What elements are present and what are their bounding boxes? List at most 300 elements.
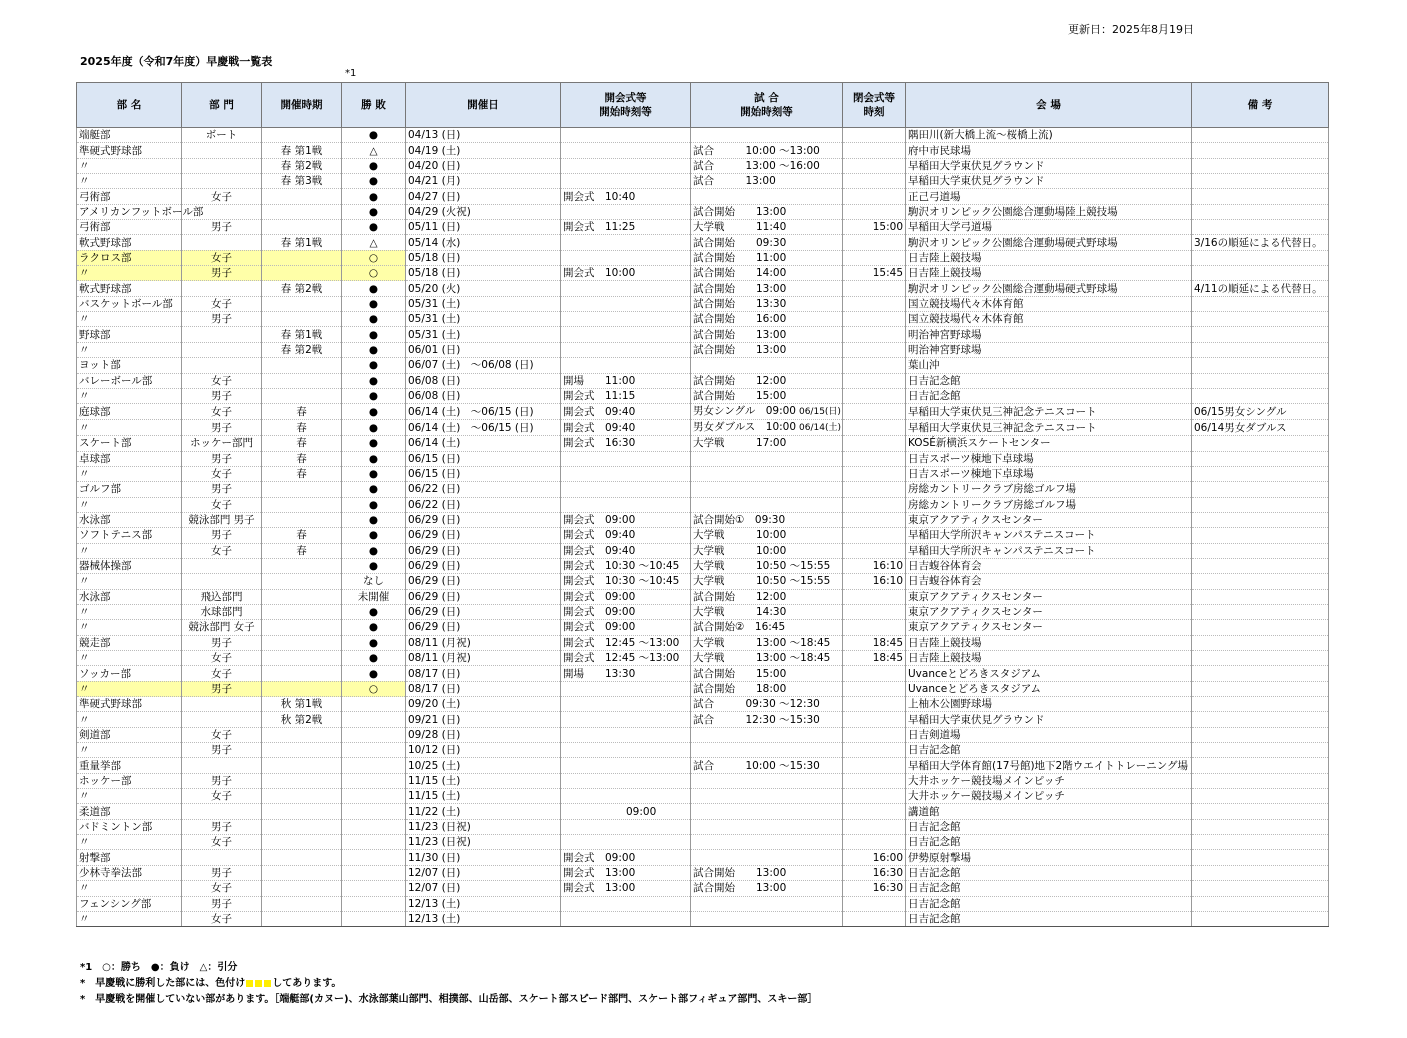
- result-text: ○: [368, 251, 379, 264]
- cell-division: [182, 404, 262, 420]
- cell-date: [406, 635, 561, 650]
- division-text: 男子: [211, 221, 232, 234]
- table-row: [77, 204, 1329, 219]
- date-text: 04/13 (日): [408, 129, 461, 142]
- venue-text: 日吉スポーツ棟地下卓球場: [908, 452, 1034, 465]
- cell-result: [342, 835, 406, 850]
- result-text: ●: [368, 606, 379, 619]
- schedule-body: [77, 128, 1329, 927]
- opening-text: 開会式 12:45 ～13:00: [563, 636, 680, 649]
- cell-season: [262, 158, 342, 173]
- opening-text: 開会式 10:30 ～10:45: [563, 575, 680, 588]
- date-text: 09/20 (土): [408, 698, 461, 711]
- cell-season: [262, 758, 342, 773]
- note-legend: *1 ○：勝ち ●：負け △：引分: [80, 962, 238, 973]
- cell-season: [262, 373, 342, 388]
- cell-match: [691, 388, 843, 403]
- match-text: 試合開始 12:00: [693, 590, 787, 603]
- date-text: 12/07 (日): [408, 866, 461, 879]
- cell-season: [262, 281, 342, 296]
- cell-closing: [843, 896, 906, 911]
- venue-text: 東京アクアティクスセンター: [908, 514, 1043, 527]
- table-row: [77, 589, 1329, 604]
- cell-match: [691, 743, 843, 758]
- table-row: [77, 512, 1329, 527]
- cell-result: [342, 128, 406, 143]
- cell-closing: [843, 266, 906, 281]
- cell-opening: [561, 620, 691, 635]
- venue-text: 日吉記念館: [908, 882, 961, 895]
- cell-season: [262, 451, 342, 466]
- cell-date: [406, 420, 561, 436]
- cell-season: [262, 712, 342, 727]
- season-text: 春 第1戦: [280, 328, 323, 341]
- closing-text: 15:45: [872, 267, 903, 280]
- cell-remarks: [1192, 635, 1329, 650]
- division-text: 女子: [211, 251, 232, 264]
- cell-remarks: [1192, 497, 1329, 512]
- cell-club: [77, 589, 182, 604]
- cell-match: [691, 789, 843, 804]
- cell-date: [406, 266, 561, 281]
- date-text: 06/29 (日): [408, 544, 461, 557]
- cell-result: [342, 358, 406, 373]
- cell-result: [342, 296, 406, 311]
- cell-match: [691, 497, 843, 512]
- header-club: 部 名: [77, 83, 182, 128]
- venue-text: 隅田川(新大橋上流～桜橋上流): [908, 129, 1053, 142]
- cell-opening: [561, 865, 691, 880]
- cell-season: [262, 482, 342, 497]
- venue-text: 日吉陸上競技場: [908, 636, 982, 649]
- cell-remarks: [1192, 512, 1329, 527]
- cell-result: [342, 712, 406, 727]
- table-row: [77, 250, 1329, 265]
- cell-closing: [843, 681, 906, 696]
- date-text: 04/20 (日): [408, 159, 461, 172]
- cell-venue: [906, 451, 1192, 466]
- cell-match: [691, 620, 843, 635]
- cell-season: [262, 497, 342, 512]
- cell-season: [262, 635, 342, 650]
- cell-venue: [906, 296, 1192, 311]
- club-text: バレーボール部: [79, 374, 153, 387]
- cell-venue: [906, 543, 1192, 558]
- match-text: 試合開始 14:00: [693, 267, 787, 280]
- cell-result: [342, 589, 406, 604]
- table-row: [77, 881, 1329, 896]
- cell-season: [262, 528, 342, 543]
- cell-date: [406, 373, 561, 388]
- venue-text: 早稲田大学東伏見グラウンド: [908, 159, 1045, 172]
- match-text: 大学戦 10:50 ～15:55: [693, 575, 831, 588]
- cell-opening: [561, 881, 691, 896]
- cell-date: [406, 620, 561, 635]
- cell-match: [691, 574, 843, 589]
- table-row: [77, 896, 1329, 911]
- cell-venue: [906, 482, 1192, 497]
- division-text: 男子: [211, 483, 232, 496]
- cell-season: [262, 220, 342, 235]
- cell-date: [406, 312, 561, 327]
- cell-closing: [843, 543, 906, 558]
- highlight-swatch-icon: [245, 978, 272, 989]
- cell-division: [182, 497, 262, 512]
- cell-season: [262, 666, 342, 681]
- cell-venue: [906, 666, 1192, 681]
- cell-season: [262, 436, 342, 451]
- cell-club: [77, 497, 182, 512]
- cell-result: [342, 404, 406, 420]
- note-missing: * 早慶戦を開催していない部があります。［端艇部(カヌー)、水泳部葉山部門、相撲部、山岳部、スケート部スピード部門、スケート部フィギュア部門、スキー部］: [80, 994, 818, 1005]
- cell-opening: [561, 358, 691, 373]
- cell-venue: [906, 235, 1192, 250]
- cell-result: [342, 850, 406, 865]
- result-text: ●: [368, 498, 379, 511]
- cell-opening: [561, 373, 691, 388]
- cell-closing: [843, 451, 906, 466]
- cell-club: [77, 620, 182, 635]
- division-text: 女子: [211, 498, 232, 511]
- cell-closing: [843, 373, 906, 388]
- cell-remarks: [1192, 819, 1329, 834]
- cell-opening: [561, 451, 691, 466]
- opening-text: 開会式 10:00: [563, 267, 636, 280]
- cell-date: [406, 497, 561, 512]
- cell-opening: [561, 896, 691, 911]
- cell-venue: [906, 281, 1192, 296]
- venue-text: 明治神宮野球場: [908, 343, 982, 356]
- cell-season: [262, 466, 342, 481]
- cell-match: [691, 312, 843, 327]
- header-row: [77, 83, 1329, 128]
- cell-remarks: [1192, 420, 1329, 436]
- cell-season: [262, 574, 342, 589]
- date-text: 08/11 (月祝): [408, 636, 471, 649]
- division-text: 男子: [211, 744, 232, 757]
- cell-opening: [561, 235, 691, 250]
- club-text: 〃: [79, 544, 90, 557]
- date-text: 06/29 (日): [408, 560, 461, 573]
- club-text: 少林寺拳法部: [79, 866, 142, 879]
- closing-text: 16:00: [872, 851, 903, 864]
- table-row: [77, 342, 1329, 357]
- venue-text: 房総カントリークラブ房総ゴルフ場: [908, 483, 1076, 496]
- date-text: 05/20 (火): [408, 282, 461, 295]
- cell-opening: [561, 835, 691, 850]
- cell-season: [262, 327, 342, 342]
- cell-match: [691, 881, 843, 896]
- cell-venue: [906, 189, 1192, 204]
- cell-division: [182, 342, 262, 357]
- cell-result: [342, 743, 406, 758]
- cell-season: [262, 865, 342, 880]
- club-text: 〃: [79, 498, 90, 511]
- cell-opening: [561, 220, 691, 235]
- result-text: ●: [368, 667, 379, 680]
- result-text: ●: [368, 159, 379, 172]
- page-title: 2025年度（令和7年度）早慶戦一覧表: [80, 55, 273, 68]
- table-row: [77, 420, 1329, 436]
- cell-closing: [843, 281, 906, 296]
- result-text: ●: [368, 221, 379, 234]
- division-text: 飛込部門: [200, 590, 243, 603]
- closing-text: 16:10: [872, 575, 903, 588]
- cell-result: [342, 174, 406, 189]
- cell-result: [342, 574, 406, 589]
- season-text: 春 第3戦: [280, 175, 323, 188]
- division-text: 女子: [211, 374, 232, 387]
- cell-club: [77, 819, 182, 834]
- cell-club: [77, 388, 182, 403]
- cell-venue: [906, 712, 1192, 727]
- date-text: 06/14 (土) ～06/15 (日): [408, 421, 534, 434]
- cell-remarks: [1192, 589, 1329, 604]
- table-row: [77, 388, 1329, 403]
- venue-text: 早稲田大学弓道場: [908, 221, 992, 234]
- division-text: 男子: [211, 897, 232, 910]
- cell-division: [182, 528, 262, 543]
- opening-text: 開会式 13:00: [563, 866, 636, 879]
- header-closing: [843, 83, 906, 128]
- cell-closing: [843, 666, 906, 681]
- cell-closing: [843, 466, 906, 481]
- venue-text: 国立競技場代々木体育館: [908, 313, 1024, 326]
- table-row: [77, 835, 1329, 850]
- cell-division: [182, 174, 262, 189]
- cell-season: [262, 128, 342, 143]
- cell-venue: [906, 128, 1192, 143]
- cell-division: [182, 712, 262, 727]
- cell-date: [406, 773, 561, 788]
- cell-division: [182, 850, 262, 865]
- cell-remarks: [1192, 189, 1329, 204]
- cell-remarks: [1192, 235, 1329, 250]
- venue-text: 伊勢原射撃場: [908, 851, 971, 864]
- club-text: ソフトテニス部: [79, 529, 153, 542]
- opening-text: 開会式 10:30 ～10:45: [563, 560, 680, 573]
- season-text: 春: [296, 468, 307, 481]
- cell-match: [691, 896, 843, 911]
- cell-date: [406, 697, 561, 712]
- cell-venue: [906, 835, 1192, 850]
- cell-remarks: [1192, 266, 1329, 281]
- match-text: 大学戦 11:40: [693, 221, 787, 234]
- venue-text: 東京アクアティクスセンター: [908, 590, 1043, 603]
- division-text: ボート: [205, 129, 238, 142]
- cell-closing: [843, 835, 906, 850]
- cell-season: [262, 589, 342, 604]
- cell-date: [406, 388, 561, 403]
- division-text: 女子: [211, 913, 232, 926]
- division-text: 女子: [211, 790, 232, 803]
- cell-division: [182, 358, 262, 373]
- cell-date: [406, 404, 561, 420]
- cell-remarks: [1192, 342, 1329, 357]
- cell-venue: [906, 743, 1192, 758]
- cell-date: [406, 727, 561, 742]
- venue-text: 国立競技場代々木体育館: [908, 297, 1024, 310]
- cell-match: [691, 266, 843, 281]
- division-text: 男子: [211, 421, 232, 434]
- table-row: [77, 635, 1329, 650]
- table-row: [77, 543, 1329, 558]
- match-text: 大学戦 14:30: [693, 606, 787, 619]
- date-text: 06/29 (日): [408, 590, 461, 603]
- cell-division: [182, 758, 262, 773]
- club-text: ソッカー部: [79, 667, 131, 680]
- club-text: アメリカンフットボール部: [79, 205, 204, 218]
- cell-club: [77, 727, 182, 742]
- cell-venue: [906, 651, 1192, 666]
- header-opening-line2: 開始時刻等: [599, 106, 652, 118]
- cell-season: [262, 250, 342, 265]
- cell-club: [77, 220, 182, 235]
- opening-text: 開会式 09:40: [563, 529, 636, 542]
- cell-division: [182, 281, 262, 296]
- cell-date: [406, 482, 561, 497]
- cell-match: [691, 697, 843, 712]
- club-text: 〃: [79, 882, 90, 895]
- club-text: 〃: [79, 175, 90, 188]
- cell-date: [406, 466, 561, 481]
- cell-venue: [906, 558, 1192, 573]
- cell-venue: [906, 589, 1192, 604]
- cell-club: [77, 158, 182, 173]
- venue-text: 日吉記念館: [908, 820, 961, 833]
- venue-text: 駒沢オリンピック公園総合運動場陸上競技場: [908, 205, 1118, 218]
- cell-venue: [906, 143, 1192, 158]
- cell-match: [691, 911, 843, 926]
- division-text: 女子: [211, 652, 232, 665]
- date-text: 10/12 (日): [408, 744, 461, 757]
- match-text: 試合開始 09:30: [693, 236, 787, 249]
- cell-result: [342, 512, 406, 527]
- venue-text: 日吉陸上競技場: [908, 251, 982, 264]
- cell-match: [691, 543, 843, 558]
- cell-division: [182, 512, 262, 527]
- cell-division: [182, 574, 262, 589]
- cell-venue: [906, 358, 1192, 373]
- cell-remarks: [1192, 865, 1329, 880]
- match-text: 試合開始 13:00: [693, 866, 787, 879]
- cell-opening: [561, 189, 691, 204]
- cell-opening: [561, 512, 691, 527]
- date-text: 09/21 (日): [408, 713, 461, 726]
- venue-text: 東京アクアティクスセンター: [908, 621, 1043, 634]
- cell-remarks: [1192, 358, 1329, 373]
- cell-opening: [561, 681, 691, 696]
- cell-remarks: [1192, 727, 1329, 742]
- result-text: 未開催: [357, 590, 390, 603]
- cell-result: [342, 451, 406, 466]
- cell-venue: [906, 574, 1192, 589]
- table-row: [77, 819, 1329, 834]
- match-text: 大学戦 17:00: [693, 437, 787, 450]
- venue-text: 日吉剣道場: [908, 728, 961, 741]
- date-text: 06/15 (日): [408, 468, 461, 481]
- date-text: 12/13 (土): [408, 897, 461, 910]
- venue-text: Uvanceとどろきスタジアム: [908, 667, 1041, 680]
- cell-result: [342, 327, 406, 342]
- cell-club: [77, 143, 182, 158]
- cell-date: [406, 789, 561, 804]
- result-text: ●: [368, 636, 379, 649]
- cell-closing: [843, 296, 906, 311]
- venue-text: 早稲田大学東伏見グラウンド: [908, 175, 1045, 188]
- date-text: 06/29 (日): [408, 575, 461, 588]
- date-text: 04/19 (土): [408, 144, 461, 157]
- cell-season: [262, 296, 342, 311]
- date-text: 11/23 (日祝): [408, 836, 471, 849]
- cell-opening: [561, 727, 691, 742]
- table-row: [77, 574, 1329, 589]
- venue-text: 葉山沖: [908, 359, 940, 372]
- cell-season: [262, 604, 342, 619]
- venue-text: 日吉記念館: [908, 744, 961, 757]
- cell-division: [182, 220, 262, 235]
- cell-closing: [843, 342, 906, 357]
- cell-venue: [906, 528, 1192, 543]
- cell-season: [262, 620, 342, 635]
- cell-season: [262, 881, 342, 896]
- cell-division: [182, 697, 262, 712]
- cell-opening: [561, 158, 691, 173]
- opening-text: 開会式 09:40: [563, 405, 636, 418]
- cell-match: [691, 296, 843, 311]
- opening-text: 開会式 10:40: [563, 190, 636, 203]
- cell-season: [262, 358, 342, 373]
- cell-season: [262, 896, 342, 911]
- cell-club: [77, 436, 182, 451]
- cell-club: [77, 312, 182, 327]
- cell-remarks: [1192, 804, 1329, 819]
- date-text: 05/11 (日): [408, 221, 461, 234]
- division-text: 男子: [211, 866, 232, 879]
- cell-venue: [906, 266, 1192, 281]
- cell-match: [691, 712, 843, 727]
- header-match-line2: 開始時刻等: [740, 106, 793, 118]
- cell-closing: [843, 204, 906, 219]
- cell-opening: [561, 666, 691, 681]
- cell-season: [262, 404, 342, 420]
- cell-remarks: [1192, 143, 1329, 158]
- match-text: 試合 12:30 ～15:30: [693, 713, 820, 726]
- date-text: 05/18 (日): [408, 251, 461, 264]
- date-text: 06/14 (土) ～06/15 (日): [408, 405, 534, 418]
- cell-remarks: [1192, 466, 1329, 481]
- cell-match: [691, 235, 843, 250]
- venue-text: 早稲田大学東伏見三神記念テニスコート: [908, 405, 1097, 418]
- table-row: [77, 558, 1329, 573]
- cell-closing: [843, 819, 906, 834]
- header-opening-line1: 開会式等: [604, 92, 647, 104]
- cell-division: [182, 388, 262, 403]
- venue-text: 日吉スポーツ棟地下卓球場: [908, 468, 1034, 481]
- date-text: 04/29 (火祝): [408, 205, 471, 218]
- cell-date: [406, 819, 561, 834]
- cell-venue: [906, 466, 1192, 481]
- cell-season: [262, 266, 342, 281]
- table-row: [77, 850, 1329, 865]
- club-text: ラクロス部: [79, 251, 132, 264]
- cell-venue: [906, 819, 1192, 834]
- cell-remarks: [1192, 697, 1329, 712]
- result-text: ●: [368, 190, 379, 203]
- cell-match: [691, 773, 843, 788]
- cell-closing: [843, 158, 906, 173]
- cell-club: [77, 342, 182, 357]
